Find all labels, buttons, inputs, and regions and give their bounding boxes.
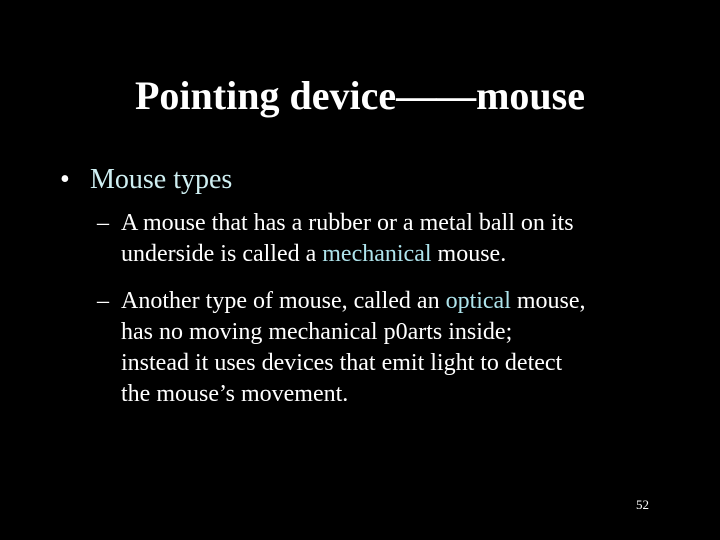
subbullet-marker: – <box>97 288 109 314</box>
subbullet-marker: – <box>97 210 109 236</box>
page-number: 52 <box>636 497 649 512</box>
bullet-marker: • <box>60 164 70 195</box>
highlight-term-optical: optical <box>445 288 511 314</box>
subbullet-line: A mouse that has a rubber or a metal ball on its <box>121 210 574 236</box>
subbullet-line: has no moving mechanical p0arts inside; <box>121 319 513 345</box>
text-segment: underside is called a <box>121 241 323 267</box>
text-segment: mouse. <box>431 241 507 267</box>
subbullet-line <box>121 286 586 317</box>
text-segment: Another type of mouse, called an <box>121 288 446 314</box>
bullet-text: Mouse types <box>90 164 233 195</box>
subbullet-line: instead it uses devices that emit light to detect <box>121 350 563 376</box>
subbullet-line <box>121 239 574 270</box>
subbullet-text <box>121 208 574 270</box>
highlight-term-mechanical: mechanical <box>322 241 432 267</box>
text-segment: mouse, <box>510 288 586 314</box>
slide-title: Pointing device——mouse <box>135 73 585 118</box>
subbullet-line: the mouse’s movement. <box>121 381 349 407</box>
bullet-item <box>60 162 232 198</box>
subbullet-text <box>121 286 586 410</box>
